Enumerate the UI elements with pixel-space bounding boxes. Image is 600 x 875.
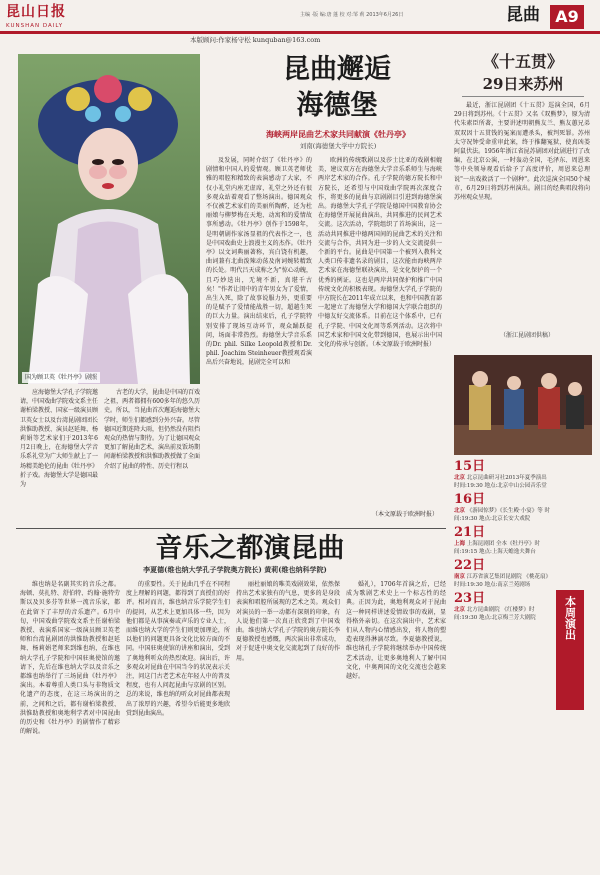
schedule-day: 21日 xyxy=(454,525,486,540)
schedule-text: 江苏省演艺集团昆剧院 《桃花扇》时间:19:30 地点:南京兰苑剧场 xyxy=(454,574,549,588)
article1-column-3: 及发展，同时介绍了《牡丹亭》的剧情和中国人的爱情观。顾卫英老师优雅的唱腔和精致的表演感动了大家，不仅小礼堂内座无虚席，礼堂之外还有很多观众站着观看了整场演出。德国观众不仅被艺术家们的美丽所陶醉，还为杜丽娘与柳梦梅在天地、动寓和的爱情故事所感动。《牡丹亭》创作于1598年，是明朝剧作家汤显祖的代表作之一，也是中国戏曲史上浪漫主义的杰作。《牡丹亭》以文词典丽著称，宾白饶有机趣，曲词兼有北曲泼辣动荡及南词婉转精致的长处。明代吕天成称之为"惊心动魄，且巧妙迭出，无境不新，真堪千古矣！"作者让闺中的青年男女为了爱情，出生入死，除了故事说服力外，更重要的是赋予了爱情能战胜一切，超越生死的巨大力量。演出结束后，孔子学院特别安排了现场互动环节，观众踊跃提问，场面非常热烈。海德堡大学音乐系的Dr. phil. Silke Leopold教授和Dr. phil. Joachim Steinheuer教授观看演出后兴奋地说，昆剧完全可以和 xyxy=(206,157,312,367)
article2-column-4: 婚礼），1706年首演之后，已经成为歌剧艺术史上一个标志性的经典。正因为此，奥地利观众对于昆曲这一种同样讲述爱情故事的戏剧，显得格外亲切。在这次演出中，艺术家们从人物内心情感出发，将人物的塑造表现得淋漓尽致。李夏德教授说，维也纳孔子学院将继续举办中国传统艺术活动，让更多奥地利人了解中国文化，中奥两国的文化交流也会越来越好。 xyxy=(346,581,446,681)
article1-headline xyxy=(232,52,442,124)
side-story-title-line2: 29日来苏州 xyxy=(482,75,564,93)
header-info: 主编 ·版 编:唐 蓬 校 对:邹 莉 2013年6月26日 xyxy=(300,12,404,18)
article2-column-2: 的重要性。关于昆曲几乎在不同程度上理解的问题，都得到了真授们的好评。相对而言，维也纳音乐学院学生们的提问，从艺术上更加具体一些，因为他们都是从事演奏或声乐的专业人士，而维也纳大学的学生们则更加理论，所以他们的问题更具备文化比较方面的不同。中国驻奥使馆的讲座和演出，受到了奥地利听众的热烈欢迎。演出后，许多观众对昆曲在中国当今的状况表示关注，问这门古老艺术在年轻人中的普及程度，也有人问起昆曲与京剧的区别。总的来说，维也纳的听众对昆曲都表现出了浓厚的兴趣，希望今后能更多地欣赏到昆曲演出。 xyxy=(126,581,230,717)
editor-contact-line: 本版顾问:作家杨守松 kunquban@163.com xyxy=(190,36,321,44)
side-story-photo xyxy=(454,355,592,455)
article2-byline: 李夏德(维也纳大学孔子学院奥方院长) 黄莉(维也纳科学院) xyxy=(143,565,327,574)
article2-column-3: 丽杜丽娘的唯美戏剧效果，依然保持出艺术家独有的气息，更多的是身段表演和唱腔所展现的艺术之美。观众们对演员的一举一动都有深刻的印象，有人说他们第一次真正欣赏到了中国戏曲。维也纳大学孔子学院的奥方院长李夏德教授也感慨，两次演出非常成功，对于促进中奥文化交流起到了良好的作用。 xyxy=(236,581,340,662)
schedule-text: 北方昆曲剧院 《红楼梦》时间:19:30 地点:北京梅兰芳大剧院 xyxy=(454,607,536,621)
article1-byline: 刘南(海德堡大学中方院长) xyxy=(299,142,377,150)
article2-headline: 音乐之都演昆曲 xyxy=(155,533,345,564)
article1-headline-line1: 昆曲邂逅 xyxy=(283,54,391,85)
schedule-city: 北京 xyxy=(454,475,466,481)
schedule-city: 北京 xyxy=(454,607,466,613)
schedule-item xyxy=(454,460,550,490)
article1-source: （本文原载于欧洲时报） xyxy=(372,511,439,518)
schedule-day: 15日 xyxy=(454,459,486,474)
schedule-day: 16日 xyxy=(454,492,486,507)
schedule-day: 23日 xyxy=(454,591,486,606)
header-rule xyxy=(0,31,600,34)
article2-column-1: 维也纳是名副其实的音乐之都。海顿、莫扎特、舒伯特、约翰·施特劳斯以及贝多芬等世界一流音乐家，都在此留下了丰厚的音乐遗产。6月中旬，中国戏曲学院戏文系主任谢柏梁教授、表演系国家一级演员顾卫英老师和台湾昆剧团的洪惟助教授和赵延舞、杨莉娟老师来到维也纳，在维也纳大学孔子学院和中国驻奥使馆的邀请下，先后在维也纳大学以及音乐之都维也纳举行了三场昆曲《牡丹亭》演出。本着尊重人类口头与非物质文化遗产的态度，在这三场演出的之前，之间和之后，都有谢柏梁教授、洪惟助教授和奥地利学者对中国昆曲的历史和《牡丹亭》的剧情作了精彩的解说。 xyxy=(20,581,120,736)
schedule-day: 22日 xyxy=(454,558,486,573)
side-story-source: （浙江昆剧团供稿） xyxy=(500,332,555,339)
performance-schedule xyxy=(454,460,550,860)
schedule-item xyxy=(454,592,550,622)
schedule-text: 《游园惊梦》《长生殿·小宴》等 时间:19:30 地点:北京长安大戏院 xyxy=(454,508,551,522)
section-name: 昆曲 xyxy=(506,5,540,25)
schedule-text: 上海昆剧团 全本《牡丹亭》时间:19:15 地点:上海天蟾逸夫舞台 xyxy=(454,541,541,555)
photo-caption: 国为顾卫英《牡丹亭》剧照 xyxy=(22,372,100,383)
schedule-item xyxy=(454,526,550,556)
side-story-body: 最近，浙江昆剧团《十五贯》巡演全国，6月29日将到苏州。《十五贯》又名《双熊梦》，原为清代朱素臣所著，主要讲述明朝熊友兰、熊友蕙兄弟双双因十五贯钱的冤案而遭杀头，被判死罪。苏州太守况钟受命重审此案，终于推翻冤狱，使真凶娄阿鼠伏法。1956年浙江省昆苏剧团对此剧进行了改编，在北京公演，一时轰动全国，毛泽东、周恩来等中央领导观看后给予了高度评价，周恩来总理说"一出戏救活了一个剧种"。此次巡演全国50个城市，6月29日将到苏州演出。剧目的经典唱段将向苏州观众呈现。 xyxy=(454,102,590,202)
side-story-divider xyxy=(462,96,584,97)
schedule-text: 北京昆曲研习社2013年夏季演出 时间:19:30 地点:北京中山公园音乐堂 xyxy=(454,475,547,489)
article1-headline-line2: 海德堡 xyxy=(296,90,378,121)
schedule-city: 上海 xyxy=(454,541,466,547)
article1-subheading: 海峡两岸昆曲艺术家共同献演《牡丹亭》 xyxy=(266,129,410,139)
article-divider xyxy=(16,528,446,529)
stage-scene-illustration xyxy=(454,355,592,455)
schedule-city: 北京 xyxy=(454,508,466,514)
vertical-label-text: 本周演出 xyxy=(563,596,577,640)
page-number-badge: A9 xyxy=(550,5,584,29)
article1-column-2: 古老的大学，昆曲是中国的百戏之祖，两者都拥有600多年的悠久历史。所以，当昆曲首次邂逅海德堡大学时，师生们都感到分外兴奋。尽管德国近期连降大雨，但仍然没有阻挡观众的热情与期待。为了让德国观众更加了解昆曲艺术，演出前及饭场期间谢柏梁教授和洪惟助教授做了全面介绍了昆曲的特性、历史行程以 xyxy=(104,389,200,470)
article1-column-1: 应海德堡大学孔子学院邀请，中国戏曲学院戏文系主任谢柏梁教授、国家一级演员顾卫英女士以及台湾昆剧团团长洪惟助教授、演员赵延舞、杨莉娟等艺术家们于2013年6月2日晚上，在海德堡大学音乐系礼堂为广大师生献上了一场精美绝伦的昆曲《牡丹亭》折子戏。海德堡大学是德国最为 xyxy=(20,389,98,489)
vertical-section-label xyxy=(556,590,584,710)
schedule-item xyxy=(454,559,550,589)
article1-column-4: 欧洲的传统歌剧以及莎士比亚的戏剧相媲美，建议双方在海德堡大学音乐系师生与海峡两岸艺术家的合作。孔子学院的德方院长和中方院长，还希望与中国戏曲学院再次深度合作，将更多的昆曲与京剧剧目引进到海德堡演出。海德堡大学孔子学院是德国中国教育协会在海德堡开展昆曲演出，共同推进的民间艺术交流。这次活动，学院组织了首场演出，这一活动共同推进中德两国间的昆曲艺术的关注和交流与合作，共同为进一步的人文交流提供一个新的平台。昆曲是中国第一个被列入教科文人类口传非遗名录的剧目，这次能由海峡两岸艺术家在海德堡联袂演出，是文化保护的一个优秀的例证。这也是两岸共同保护和推广中国传统文化的积极表现。海德堡大学孔子学院的中方院长在2011年成立以来，也和中国教育部一起建立了海德堡大学和德国大学联合组织的中德友好交流体系。目前在这个体系中，已有孔子学院、中国文化周等系列活动。这次将中国艺术家和中国文化带到德国，也展示出中国文化的传承与创新。（本文原载于欧洲时报） xyxy=(318,157,442,349)
side-story-title-line1: 《十五贯》 xyxy=(482,52,563,71)
masthead-title: 昆山日报 xyxy=(6,4,66,20)
performer-illustration xyxy=(18,54,200,384)
masthead-subtitle: KUNSHAN DAILY xyxy=(6,23,64,29)
opera-performer-photo xyxy=(18,54,200,384)
schedule-city: 南京 xyxy=(454,574,466,580)
schedule-item xyxy=(454,493,550,523)
